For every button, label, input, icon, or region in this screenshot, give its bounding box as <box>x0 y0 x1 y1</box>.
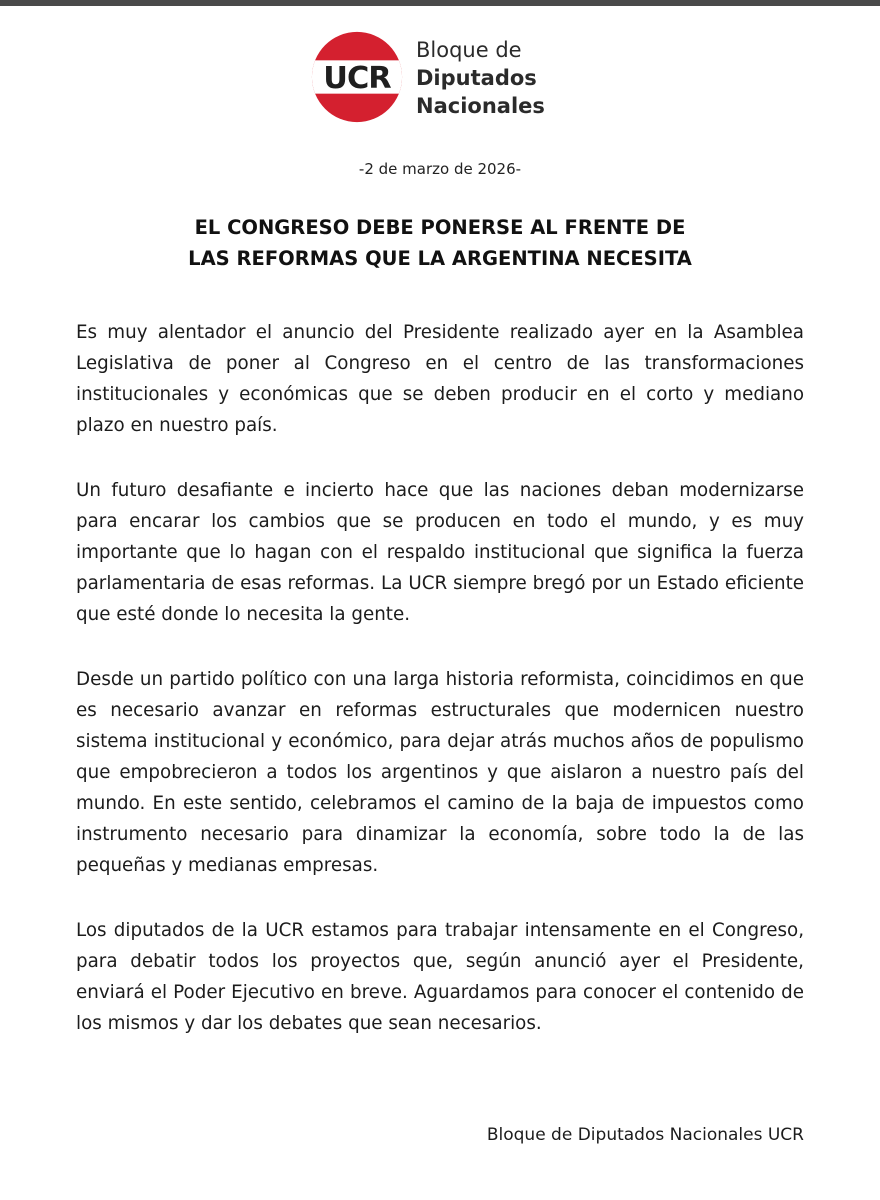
logo-line-2: Diputados <box>416 66 537 90</box>
ucr-logo-letters: UCR <box>323 60 391 96</box>
document-title <box>0 212 880 274</box>
document-body <box>76 317 804 1073</box>
paragraph-2: Un futuro desafiante e incierto hace que las naciones deban modernizarse para encarar los cambios que se producen en todo el mundo, y es muy importante que lo hagan con el respaldo institucional que significa la fuerza parlamentaria de esas reformas. La UCR siempre bregó por un Estado eficiente que esté donde lo necesita la gente. <box>76 480 804 625</box>
paragraph-4: Los diputados de la UCR estamos para trabajar intensamente en el Congreso, para debatir todos los proyectos que, según anunció ayer el Presidente, enviará el Poder Ejecutivo en breve. Aguardamos para conocer el contenido de los mismos y dar los debates que sean necesarios. <box>76 920 804 1034</box>
ucr-logo-mark <box>308 28 406 126</box>
title-line-1: EL CONGRESO DEBE PONERSE AL FRENTE DE <box>194 216 686 239</box>
signature: Bloque de Diputados Nacionales UCR <box>486 1125 804 1145</box>
title-line-2: LAS REFORMAS QUE LA ARGENTINA NECESITA <box>188 247 692 270</box>
logo-wordmark <box>416 36 545 120</box>
top-border <box>0 0 880 6</box>
logo-line-3: Nacionales <box>416 94 545 118</box>
paragraph-3: Desde un partido político con una larga historia reformista, coincidimos en que es necesario avanzar en reformas estructurales que modernicen nuestro sistema institucional y económico, para dejar atrás muchos años de populismo que empobrecieron a todos los argentinos y que aislaron a nuestro país del mundo. En este sentido, celebramos el camino de la baja de impuestos como instrumento necesario para dinamizar la economía, sobre todo la de las pequeñas y medianas empresas. <box>76 669 804 876</box>
document-date: -2 de marzo de 2026- <box>358 160 522 178</box>
logo-line-1: Bloque de <box>416 38 522 62</box>
paragraph-1: Es muy alentador el anuncio del Presidente realizado ayer en la Asamblea Legislativa de poner al Congreso en el centro de las transformaciones institucionales y económicas que se deben producir en el corto y mediano plazo en nuestro país. <box>76 322 804 436</box>
ucr-logo <box>308 28 568 128</box>
